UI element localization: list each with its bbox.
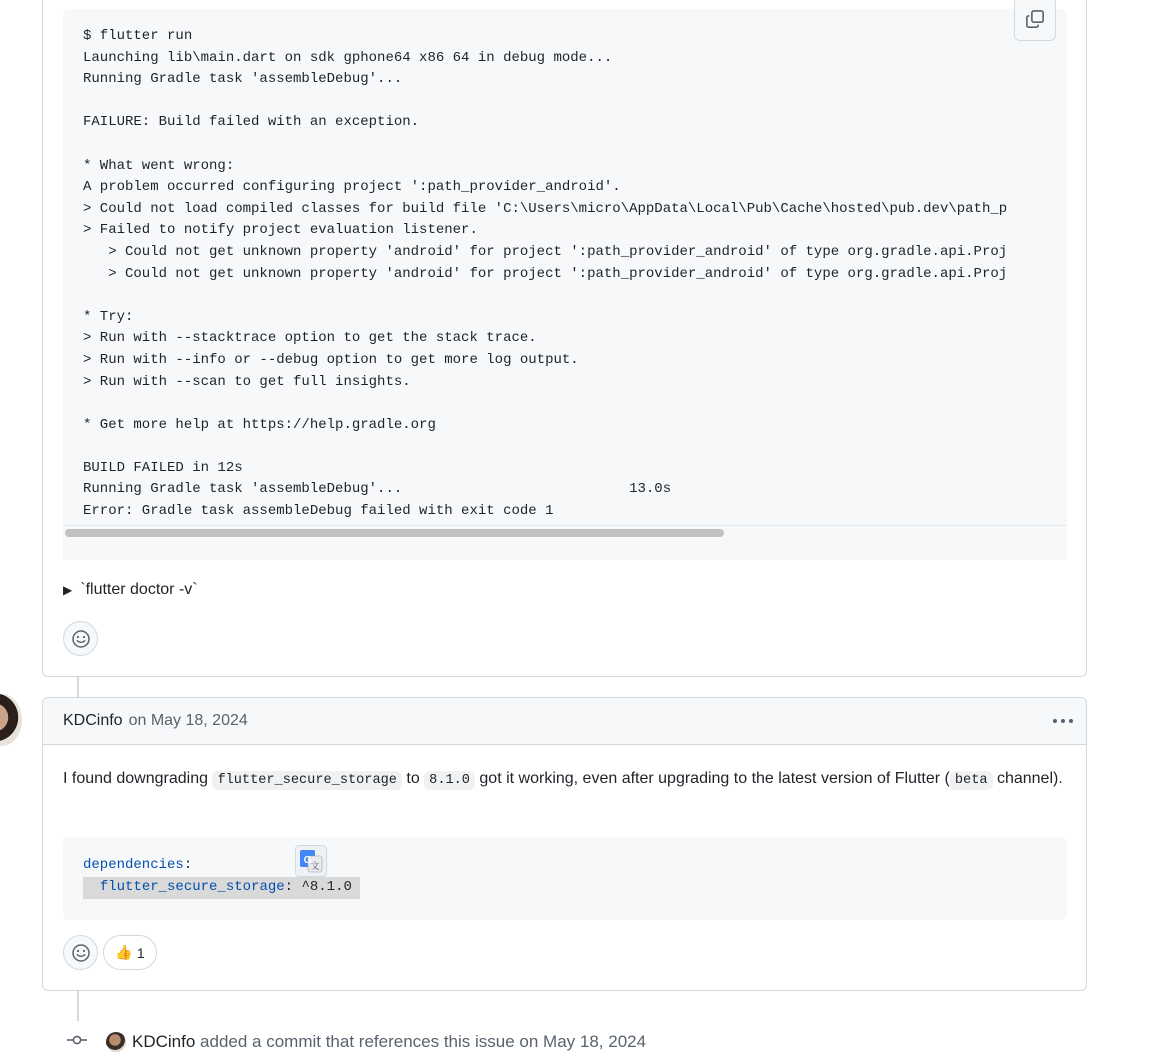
copy-button[interactable] <box>1014 0 1056 41</box>
yaml-key: flutter_secure_storage <box>99 879 285 895</box>
reaction-count: 1 <box>136 944 145 961</box>
inline-code: beta <box>950 771 993 790</box>
google-translate-icon <box>299 849 323 873</box>
code-line: A problem occurred configuring project ':path_provider_android'. <box>83 179 621 196</box>
comment-author[interactable]: KDCinfo <box>63 712 123 729</box>
code-line-selected <box>83 877 360 899</box>
body-text: I found downgrading <box>63 770 213 787</box>
code-line <box>83 855 192 877</box>
scrollbar-thumb[interactable] <box>65 529 724 537</box>
inline-code: flutter_secure_storage <box>212 771 401 790</box>
code-line: * Try: <box>83 308 134 325</box>
comment-body <box>63 766 1068 794</box>
code-line: > Could not load compiled classes for build file 'C:\Users\micro\AppData\Local\Pub\Cache\hosted\pub.dev\path_p <box>83 200 1008 217</box>
code-line: $ flutter run <box>83 28 193 44</box>
more-options-button[interactable] <box>1050 708 1076 734</box>
horizontal-scrollbar[interactable] <box>63 525 1067 540</box>
code-line: > Run with --info or --debug option to get more log output. <box>83 351 579 368</box>
avatar[interactable] <box>106 1032 126 1052</box>
add-reaction-button[interactable] <box>63 935 98 970</box>
code-line: * What went wrong: <box>83 157 235 174</box>
code-line: > Run with --stacktrace option to get the stack trace. <box>83 330 537 347</box>
code-block <box>63 9 1067 560</box>
commit-badge <box>60 1023 94 1057</box>
inline-code: 8.1.0 <box>424 771 475 790</box>
add-reaction-button[interactable] <box>63 621 98 656</box>
yaml-punct: : <box>183 857 193 873</box>
code-line: Error: Gradle task assembleDebug failed with exit code 1 <box>83 503 554 520</box>
body-text: channel). <box>992 770 1063 787</box>
triangle-right-icon: ▶ <box>63 583 73 597</box>
yaml-key: dependencies <box>83 857 184 873</box>
code-line: Running Gradle task 'assembleDebug'... <box>83 71 403 88</box>
copy-icon <box>1025 9 1045 29</box>
code-line: Launching lib\main.dart on sdk gphone64 x86 64 in debug mode... <box>83 49 613 66</box>
code-line: > Failed to notify project evaluation listener. <box>83 222 478 239</box>
comment-date[interactable]: on May 18, 2024 <box>128 712 248 729</box>
code-block <box>63 837 1067 920</box>
code-line: FAILURE: Build failed with an exception. <box>83 114 420 131</box>
smiley-icon <box>71 943 91 963</box>
code-line: Running Gradle task 'assembleDebug'... 13.0s <box>83 481 672 498</box>
avatar[interactable] <box>0 694 22 746</box>
comment-card <box>42 0 1087 677</box>
code-content <box>63 26 1007 523</box>
translate-button[interactable] <box>295 845 327 877</box>
thumbs-up-reaction[interactable] <box>103 935 157 970</box>
details-summary: `flutter doctor -v` <box>80 581 198 598</box>
event-author[interactable]: KDCinfo <box>132 1032 196 1051</box>
event-text <box>132 1032 646 1052</box>
comment-card <box>42 697 1087 991</box>
kebab-horizontal-icon <box>1052 718 1074 724</box>
thumbs-up-icon: 👍 <box>115 944 133 960</box>
code-line: > Could not get unknown property 'android' for project ':path_provider_android' of type org.gradle.api.Proj <box>83 265 1008 282</box>
code-line: BUILD FAILED in 12s <box>83 459 243 476</box>
comment-header <box>43 698 1086 745</box>
smiley-icon <box>71 629 91 649</box>
timeline-line <box>77 991 79 1021</box>
code-line: * Get more help at https://help.gradle.org <box>83 416 436 433</box>
body-text: got it working, even after upgrading to the latest version of Flutter ( <box>474 770 950 787</box>
code-line: > Could not get unknown property 'android' for project ':path_provider_android' of type org.gradle.api.Proj <box>83 243 1008 260</box>
event-description: added a commit that references this issue on May 18, 2024 <box>195 1032 647 1051</box>
details-toggle[interactable] <box>63 581 198 599</box>
git-commit-icon <box>66 1032 88 1048</box>
svg-text:G: G <box>303 855 312 866</box>
code-line: > Run with --scan to get full insights. <box>83 373 411 390</box>
timeline-line <box>77 677 79 697</box>
body-text: to <box>401 770 425 787</box>
svg-text:文: 文 <box>310 861 320 871</box>
timeline-event <box>60 1022 760 1052</box>
yaml-value: : ^8.1.0 <box>284 879 352 895</box>
